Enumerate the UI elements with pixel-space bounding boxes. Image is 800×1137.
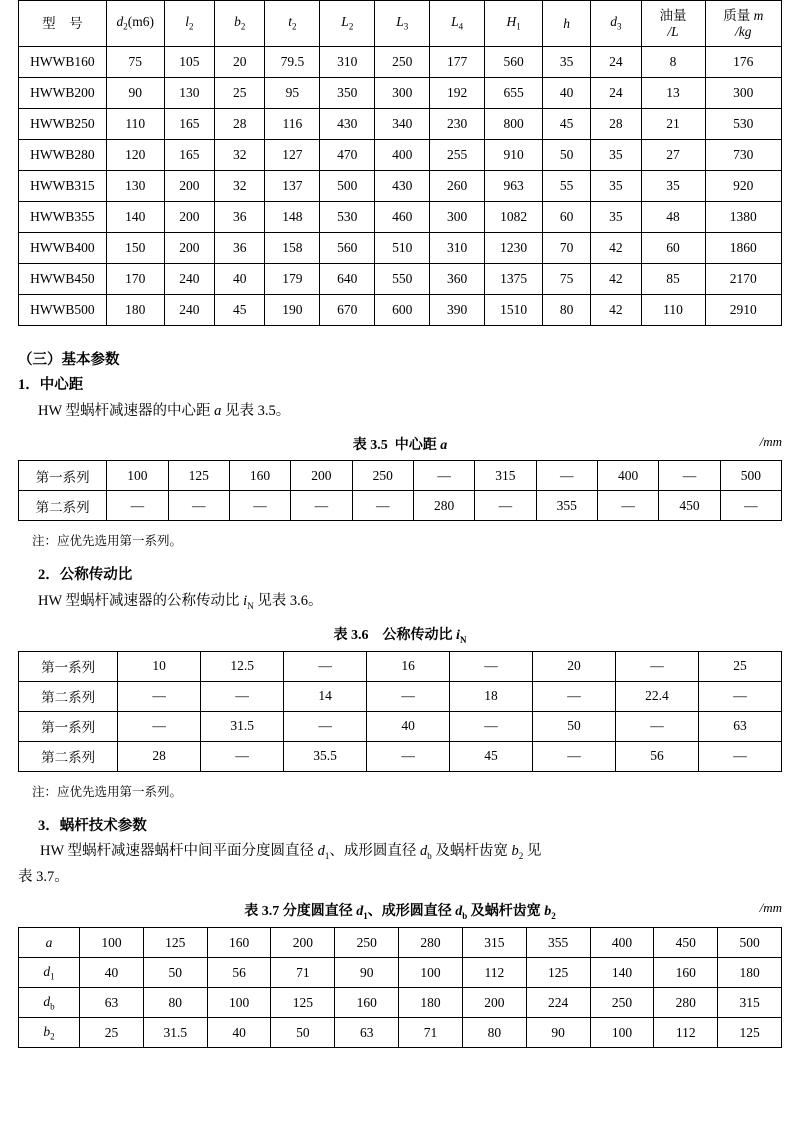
table-3-6 (18, 651, 782, 772)
table-3-5-caption: 表 3.5 中心距 a /mm (352, 434, 782, 454)
table-row: $b_2$ 25 31.5 40 50 63 71 80 90 100 112 125 (19, 1018, 782, 1048)
table-row: 第二系列 — — — — — 280 — 355 — 450 — (19, 491, 782, 521)
subsection-1-title: 1．中心距 (18, 377, 84, 394)
cell-model: HWWB450 (19, 264, 107, 295)
header-mass: 质量 m /kg (705, 1, 781, 47)
table-3-6-note: 注：应优先选用第一系列。 (32, 784, 183, 799)
subsection-2-title: 2．公称传动比 (38, 567, 133, 584)
header-d2: $d_2(m6)$ (106, 1, 164, 47)
subsection-3-text-cont: 表 3.7。 (18, 868, 69, 885)
cell-model: HWWB200 (19, 78, 107, 109)
table-3-5 (18, 460, 782, 521)
table-row: HWWB280 120 165 32 127 470 400 255 910 50 35 27 730 (19, 140, 782, 171)
table-header-row (19, 1, 782, 47)
table-row: HWWB200 90 130 25 95 350 300 192 655 40 24 13 300 (19, 78, 782, 109)
row-label-d1: $d_1$ (19, 958, 80, 988)
row-label-a: a (19, 928, 80, 958)
table-row: HWWB355 140 200 36 148 530 460 300 1082 60 35 48 1380 (19, 202, 782, 233)
header-L2: $L_2$ (320, 1, 375, 47)
row-label-first-series: 第一系列 (19, 651, 118, 681)
table-row: HWWB450 170 240 40 179 640 550 360 1375 75 42 85 2170 (19, 264, 782, 295)
header-t2: $t_2$ (265, 1, 320, 47)
table-row: HWWB250 110 165 28 116 430 340 230 800 45 28 21 530 (19, 109, 782, 140)
row-label-b2: $b_2$ (19, 1018, 80, 1048)
header-H1: $H_1$ (485, 1, 543, 47)
header-b2: $b_2$ (215, 1, 265, 47)
row-label-second-series: 第二系列 (19, 741, 118, 771)
table-row: HWWB500 180 240 45 190 670 600 390 1510 80 42 110 2910 (19, 295, 782, 326)
table-row: 第一系列 100 125 160 200 250 — 315 — 400 — 500 (19, 461, 782, 491)
table-3-7 (18, 927, 782, 1048)
subsection-1-text: HW 型蜗杆减速器的中心距 a 见表 3.5。 (38, 402, 291, 419)
row-label-db: $d_b$ (19, 988, 80, 1018)
header-L3: $L_3$ (375, 1, 430, 47)
dimensions-table-body (19, 47, 782, 326)
table-row: HWWB160 75 105 20 79.5 310 250 177 560 35 24 8 176 (19, 47, 782, 78)
row-label-second-series: 第二系列 (19, 491, 107, 521)
table-row: 第一系列 — 31.5 — 40 — 50 — 63 (19, 711, 782, 741)
table-3-6-caption: 表 3.6 公称传动比 $i_N$ (333, 628, 467, 645)
table-row: HWWB315 130 200 32 137 500 430 260 963 55 35 35 920 (19, 171, 782, 202)
section-heading: （三）基本参数 (18, 352, 120, 368)
cell-model: HWWB500 (19, 295, 107, 326)
table-row: $d_b$ 63 80 100 125 160 180 200 224 250 280 315 (19, 988, 782, 1018)
table-row: a 100 125 160 200 250 280 315 355 400 450 500 (19, 928, 782, 958)
subsection-3-text: HW 型蜗杆减速器蜗杆中间平面分度圆直径 $d_1$、成形圆直径 $d_b$ 及蜗杆齿宽 $b_2$ 见 (40, 843, 542, 862)
cell-model: HWWB160 (19, 47, 107, 78)
cell-model: HWWB315 (19, 171, 107, 202)
header-h: h (543, 1, 591, 47)
table-3-7-unit: /mm (759, 900, 782, 916)
header-l2: $l_2$ (164, 1, 214, 47)
table-row: HWWB400 150 200 36 158 560 510 310 1230 70 42 60 1860 (19, 233, 782, 264)
header-model: 型 号 (19, 1, 107, 47)
cell-model: HWWB355 (19, 202, 107, 233)
row-label-first-series: 第一系列 (19, 711, 118, 741)
table-row: 第一系列 10 12.5 — 16 — 20 — 25 (19, 651, 782, 681)
header-oil-volume: 油量 /L (641, 1, 705, 47)
dimensions-table (18, 0, 782, 326)
table-row: 第二系列 — — 14 — 18 — 22.4 — (19, 681, 782, 711)
subsection-3-title: 3．蜗杆技术参数 (38, 817, 147, 834)
cell-model: HWWB400 (19, 233, 107, 264)
header-d3: $d_3$ (591, 1, 641, 47)
cell-model: HWWB250 (19, 109, 107, 140)
subsection-2-text: HW 型蜗杆减速器的公称传动比 $i_N$ 见表 3.6。 (38, 592, 323, 611)
table-row: 第二系列 28 — 35.5 — 45 — 56 — (19, 741, 782, 771)
header-L4: $L_4$ (430, 1, 485, 47)
table-3-5-unit: /mm (759, 434, 782, 450)
cell-model: HWWB280 (19, 140, 107, 171)
table-3-5-note: 注：应优先选用第一系列。 (32, 534, 183, 549)
row-label-second-series: 第二系列 (19, 681, 118, 711)
table-row: $d_1$ 40 50 56 71 90 100 112 125 140 160 180 (19, 958, 782, 988)
table-3-7-caption: 表 3.7 分度圆直径 $d_1$、成形圆直径 $d_b$ 及蜗杆齿宽 $b_2$ /mm (244, 900, 782, 922)
row-label-first-series: 第一系列 (19, 461, 107, 491)
